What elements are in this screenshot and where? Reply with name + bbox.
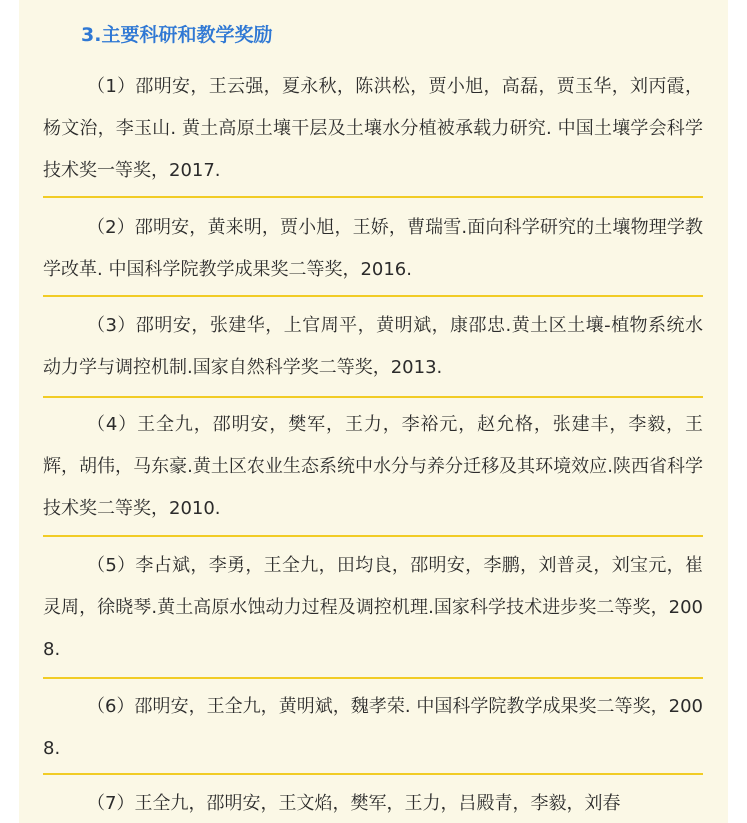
award-item-5: （5）李占斌，李勇，王全九，田均良，邵明安，李鹏，刘普灵，刘宝元，崔灵周，徐晓琴.黄土高原水蚀动力过程及调控机理.国家科学技术进步奖二等奖，2008. [43,555,703,660]
divider [43,396,703,398]
award-item-2: （2）邵明安，黄来明，贾小旭，王娇，曹瑞雪.面向科学研究的土壤物理学教学改革. 中国科学院教学成果奖二等奖，2016. [43,217,703,280]
divider [43,535,703,537]
divider [43,295,703,297]
divider [43,677,703,679]
award-item-4: （4）王全九，邵明安，樊军，王力，李裕元，赵允格，张建丰，李毅，王辉，胡伟，马东豪.黄土区农业生态系统中水分与养分迁移及其环境效应.陕西省科学技术奖二等奖，2010. [43,414,703,519]
section-title: 3.主要科研和教学奖励 [81,24,273,46]
award-item-1: （1）邵明安，王云强，夏永秋，陈洪松，贾小旭，高磊，贾玉华，刘丙霞，杨文治，李玉山. 黄土高原土壤干层及土壤水分植被承载力研究. 中国土壤学会科学技术奖一等奖，2017. [43,76,703,181]
divider [43,773,703,775]
award-item-6: （6）邵明安，王全九，黄明斌，魏孝荣. 中国科学院教学成果奖二等奖，2008. [43,696,703,759]
award-item-3: （3）邵明安，张建华，上官周平，黄明斌，康邵忠.黄土区土壤-植物系统水动力学与调控机制.国家自然科学奖二等奖，2013. [43,315,703,378]
divider [43,196,703,198]
award-item-7: （7）王全九，邵明安，王文焰，樊军，王力，吕殿青，李毅，刘春 [87,793,621,814]
